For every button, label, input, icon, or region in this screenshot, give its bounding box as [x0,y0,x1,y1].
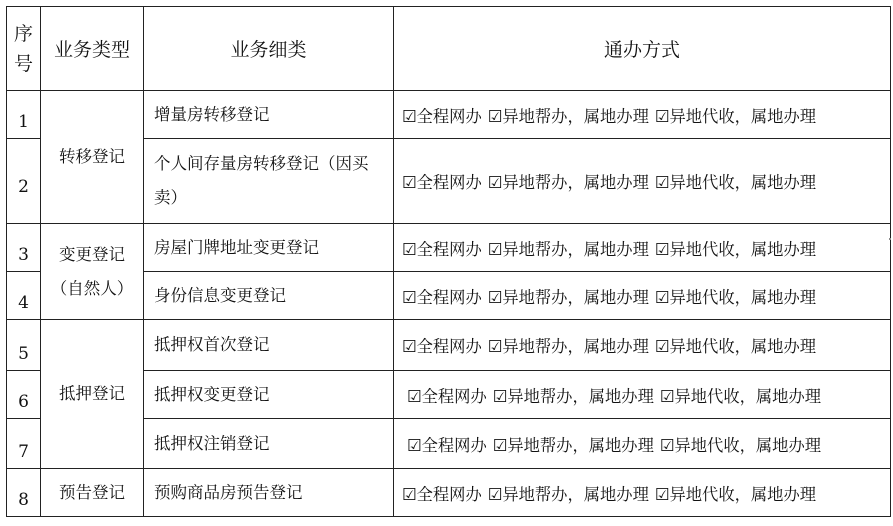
mode-collect: ☑异地代收，属地办理 [654,484,817,504]
row-subtype: 预购商品房预告登记 [144,469,394,517]
table-header-row [7,7,891,91]
row-mode [394,272,891,320]
group-notice: 预告登记 [41,469,144,517]
row-mode [394,371,891,419]
row-mode [394,139,891,224]
group-change-line2: （自然人） [50,278,134,298]
mode-assist: ☑异地帮办，属地办理 [487,173,649,192]
business-table [6,6,891,517]
mode-collect: ☑异地代收，属地办理 [659,435,822,455]
mode-online: ☑全程网办 [402,484,482,504]
row-index: 2 [7,139,41,224]
row-subtype: 抵押权首次登记 [144,320,394,371]
row-mode [394,469,891,517]
header-index: 序号 [7,7,41,91]
row-mode [394,91,891,139]
mode-online: ☑全程网办 [402,173,482,192]
table-row [7,469,891,517]
row-subtype: 抵押权注销登记 [144,419,394,469]
mode-assist: ☑异地帮办，属地办理 [492,386,654,406]
mode-assist: ☑异地帮办，属地办理 [492,435,654,455]
row-subtype: 增量房转移登记 [144,91,394,139]
mode-collect: ☑异地代收，属地办理 [654,239,817,259]
mode-collect: ☑异地代收，属地办理 [659,386,822,406]
mode-online: ☑全程网办 [402,287,482,307]
row-mode [394,320,891,371]
mode-assist: ☑异地帮办，属地办理 [487,106,649,126]
mode-online: ☑全程网办 [402,337,482,356]
header-mode: 通办方式 [394,7,891,91]
header-subtype: 业务细类 [144,7,394,91]
table-row [7,224,891,272]
row-index: 4 [7,272,41,320]
row-index: 3 [7,224,41,272]
row-subtype: 房屋门牌地址变更登记 [144,224,394,272]
header-type: 业务类型 [41,7,144,91]
mode-assist: ☑异地帮办，属地办理 [487,484,649,504]
mode-collect: ☑异地代收，属地办理 [654,173,817,192]
group-change-line1: 变更登记 [59,244,125,264]
mode-assist: ☑异地帮办，属地办理 [487,239,649,259]
row-subtype: 身份信息变更登记 [144,272,394,320]
row-subtype: 抵押权变更登记 [144,371,394,419]
table-row [7,91,891,139]
mode-online: ☑全程网办 [402,106,482,126]
row-mode [394,419,891,469]
mode-collect: ☑异地代收，属地办理 [654,337,817,356]
mode-online: ☑全程网办 [407,435,487,455]
row-index: 1 [7,91,41,139]
group-transfer: 转移登记 [41,91,144,224]
row-index: 8 [7,469,41,517]
row-index: 6 [7,371,41,419]
row-subtype: 个人间存量房转移登记（因买卖） [144,139,394,224]
mode-online: ☑全程网办 [402,239,482,259]
mode-collect: ☑异地代收，属地办理 [654,287,817,307]
group-change [41,224,144,320]
group-mortgage: 抵押登记 [41,320,144,469]
mode-assist: ☑异地帮办，属地办理 [487,337,649,356]
table-row [7,320,891,371]
mode-online: ☑全程网办 [407,386,487,406]
row-index: 7 [7,419,41,469]
edge-mark [889,238,891,240]
mode-collect: ☑异地代收，属地办理 [654,106,817,126]
row-mode [394,224,891,272]
row-index: 5 [7,320,41,371]
mode-assist: ☑异地帮办，属地办理 [487,287,649,307]
